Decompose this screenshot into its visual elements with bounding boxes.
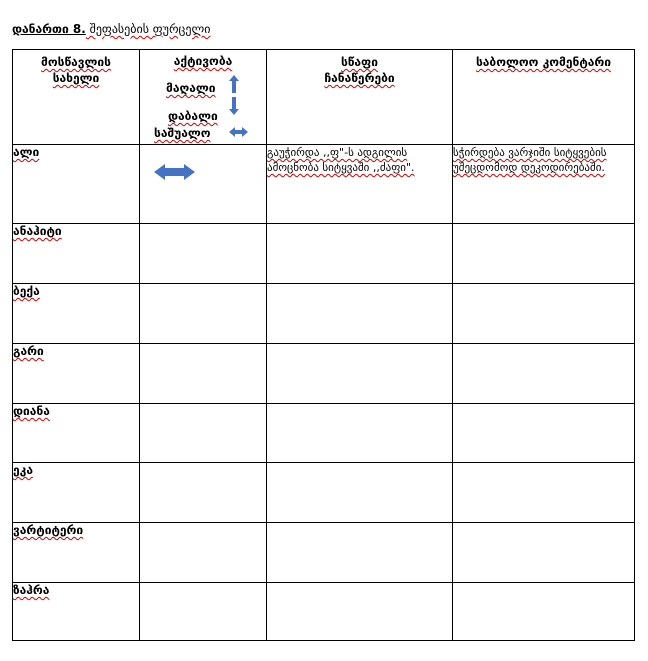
table-row — [13, 284, 635, 344]
student-name-cell: დიანა — [13, 404, 140, 463]
table-row — [13, 145, 635, 224]
table-row — [13, 224, 635, 284]
table-row — [13, 404, 635, 463]
activity-cell — [140, 463, 267, 523]
level-medium-label: საშუალო — [154, 126, 211, 140]
final-comment-cell — [453, 344, 635, 404]
final-comment-cell — [453, 583, 635, 641]
activity-cell — [140, 145, 267, 224]
header-final-comment: საბოლოო კომენტარი — [453, 50, 635, 145]
left-right-arrow-icon — [229, 127, 248, 137]
activity-cell — [140, 404, 267, 463]
final-comment-cell: სჭირდება ვარჯიში სიტყვების უშეცდომოდ დეკოდირებაში. — [453, 145, 635, 224]
down-arrow-icon — [229, 97, 239, 115]
student-name-cell: ვარტიტერი — [13, 523, 140, 583]
activity-title: აქტივობა — [173, 54, 233, 68]
error-notes-cell — [267, 284, 453, 344]
document-title — [12, 22, 210, 36]
error-notes-cell — [267, 463, 453, 523]
error-notes-cell — [267, 523, 453, 583]
table-row — [13, 583, 635, 641]
student-name-cell: გარი — [13, 344, 140, 404]
level-high-label: მაღალი — [166, 81, 216, 95]
assessment-table — [12, 49, 635, 641]
final-comment-cell — [453, 463, 635, 523]
error-notes-cell — [267, 344, 453, 404]
table-row — [13, 523, 635, 583]
left-right-arrow-icon — [154, 164, 195, 180]
final-comment-cell — [453, 404, 635, 463]
error-notes-cell: გაუჭირდა ,,ფ"-ს ადგილის ამოცნობა სიტყვაში ,,ძაფი". — [267, 145, 453, 224]
student-name-cell: ზაჰრა — [13, 583, 140, 641]
activity-cell — [140, 344, 267, 404]
title-appendix-number: დანართი 8. — [12, 22, 86, 36]
activity-cell — [140, 583, 267, 641]
error-notes-cell — [267, 583, 453, 641]
up-arrow-icon — [229, 75, 239, 93]
final-comment-cell — [453, 224, 635, 284]
header-student-name: მოსწავლის სახელი — [13, 50, 140, 145]
final-comment-cell — [453, 523, 635, 583]
error-notes-cell — [267, 224, 453, 284]
level-low-label: დაბალი — [168, 109, 218, 123]
header-activity — [140, 50, 267, 145]
error-notes-cell — [267, 404, 453, 463]
student-name-cell: ანაჰიტი — [13, 224, 140, 284]
activity-cell — [140, 284, 267, 344]
student-name-cell: ეკა — [13, 463, 140, 523]
table-row — [13, 344, 635, 404]
student-name-cell: ალი — [13, 145, 140, 224]
activity-cell — [140, 523, 267, 583]
activity-cell — [140, 224, 267, 284]
final-comment-cell — [453, 284, 635, 344]
title-text: შეფასების ფურცელი — [85, 22, 211, 36]
student-name-cell: ბექა — [13, 284, 140, 344]
header-row — [13, 50, 635, 145]
table-row — [13, 463, 635, 523]
header-error-notes: სწაფი ჩანაწერები — [267, 50, 453, 145]
